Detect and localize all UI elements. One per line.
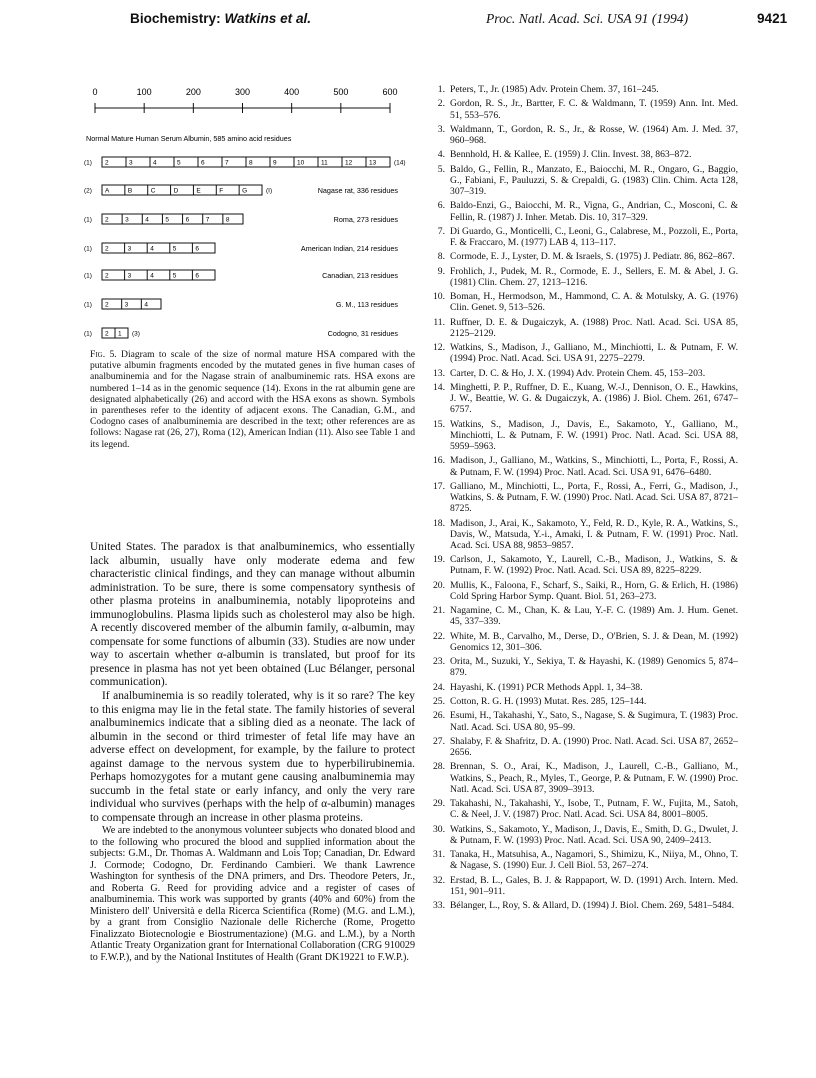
reference-number: 28. [432,761,445,773]
exon-label: 4 [145,216,149,224]
reference-item [428,631,738,653]
exon-label: 6 [195,272,200,280]
body-paragraph-2: If analbuminemia is so readily tolerated, why is it so rare? The key to this enigma may lie in the fetal state. The family histories of several analbuminemics indicate that a sibling died as a neonate. The lack of albumin in the second or third trimester of fetal life may have an adverse effect on development, for example, by the failure to protect against damage to the nervous system due to hyperbilirubinemia. Perhaps homozygotes for a mutant gene causing analbuminemia may succumb in the fetal state or early infancy, and only the very rare individual who survives (perhaps with the help of α-albumin) manages to compensate through an increase in other plasma proteins. [90,690,415,824]
scale-tick-label: 200 [185,87,201,97]
exon-label: 12 [345,159,353,167]
reference-number: 18. [432,517,445,529]
exon-label: B [127,187,133,195]
acknowledgments: We are indebted to the anonymous volunteer subjects who donated blood and to the following who procured the blood and supplied information about the subjects: G.M., Dr. Thomas A. Waldmann and Lois Top; Canadian, Dr. Edward J. Cormode; Codogno, Dr. Ferdinando Cambieri. We thank Lawrence Washington for synthesis of the DNA primers, and Drs. Theodore Peters, Jr., and Roberta G. Reed for providing advice and a register of cases of analbuminemia. This work was supported by grants (40% and 60%) from the Ministero dell' Università e della Ricerca Scientifica (Rome) (M.G. and L.M.), by a grant from Consiglio Nazionale delle Richerche (Rome, Progetto Finalizzato Biotecnologie e Biostrumentazione) (M.G. and L.M.), by a North Atlantic Treaty Organization grant for International Collaboration (CRG 910029 to F.W.P.), and by the National Institutes of Health (Grant DK19221 to F.W.P.). [90,825,415,964]
exon-label: G [242,187,248,195]
reference-number: 19. [432,554,445,566]
reference-item [428,84,738,95]
reference-number: 21. [432,605,445,617]
reference-text: Watkins, S., Madison, J., Galliano, M., Minchiotti, L. & Putnam, F. W. (1994) Proc. Natl. Acad. Sci. USA 91, 2275–2279. [450,342,738,365]
row-left-symbol: (1) [84,245,92,253]
reference-list [428,84,738,914]
exon-label: 1 [118,330,122,338]
reference-number: 8. [437,251,445,263]
reference-number: 2. [437,98,445,110]
reference-number: 9. [437,265,445,277]
exon-label: 4 [150,272,154,280]
exon-label: 10 [297,159,305,167]
row-label: Roma, 273 residues [333,215,398,224]
fragment-bar [102,214,243,224]
reference-number: 25. [432,696,445,707]
reference-item [428,149,738,160]
reference-number: 20. [432,579,445,591]
reference-number: 16. [432,455,445,467]
exon-label: 8 [249,159,253,167]
exon-label: 5 [177,159,181,167]
reference-item [428,554,738,576]
reference-text: Nagamine, C. M., Chan, K. & Lau, Y.-F. C. (1989) Am. J. Hum. Genet. 45, 337–339. [450,605,738,628]
reference-number: 6. [437,200,445,212]
reference-text: Ruffner, D. E. & Dugaiczyk, A. (1988) Proc. Natl. Acad. Sci. USA 85, 2125–2129. [450,316,738,339]
row-right-symbol: (3) [132,330,140,338]
reference-number: 17. [432,480,445,492]
reference-item [428,291,738,313]
reference-text: Cotton, R. G. H. (1993) Mutat. Res. 285, 125–144. [450,696,647,707]
reference-text: Orita, M., Suzuki, Y., Sekiya, T. & Hayashi, K. (1989) Genomics 5, 874–879. [450,656,738,679]
reference-number: 24. [432,681,445,693]
row-label: G. M., 113 residues [335,300,398,309]
exon-label: 2 [105,301,109,309]
body-text [90,541,415,825]
exon-label: 2 [105,272,109,280]
reference-number: 15. [432,418,445,430]
exon-label: 2 [105,216,109,224]
reference-item [428,266,738,288]
reference-number: 4. [437,149,445,161]
exon-label: 4 [144,301,148,309]
reference-number: 11. [433,316,445,328]
row-right-symbol: (I) [266,187,273,195]
reference-number: 10. [432,291,445,303]
reference-item [428,580,738,602]
reference-text: Madison, J., Galliano, M., Watkins, S., Minchiotti, L., Porta, F., Rossi, A. & Putnam, F. W. (1994) Proc. Natl. Acad. Sci. USA 91, 6476–6480. [450,455,738,478]
exon-label: 3 [124,301,129,309]
reference-number: 33. [432,900,445,911]
reference-text: Carlson, J., Sakamoto, Y., Laurell, C.-B., Madison, J., Watkins, S. & Putnam, F. W. (1992) Proc. Natl. Acad. Sci. USA 89, 8225–8229. [450,554,738,577]
scale-tick-label: 300 [234,87,251,97]
row-label: American Indian, 214 residues [300,244,398,253]
exon-label: 6 [185,216,190,224]
reference-text: Mullis, K., Faloona, F., Scharf, S., Saiki, R., Horn, G. & Erlich, H. (1986) Cold Spring Harbor Symp. Quant. Biol. 51, 263–273. [450,579,738,602]
row-label: Canadian, 213 residues [322,271,398,280]
reference-text: Tanaka, H., Matsuhisa, A., Nagamori, S., Shimizu, K., Niiya, M., Ohno, T. & Nagase, S. (1990) Eur. J. Cell Biol. 53, 267–274. [450,849,738,872]
exon-label: 4 [150,245,154,253]
reference-number: 7. [437,225,445,237]
reference-item [428,761,738,794]
reference-number: 27. [432,735,445,747]
reference-number: 5. [437,163,445,175]
scale-tick-label: 500 [333,87,349,97]
reference-item [428,736,738,758]
reference-item [428,200,738,222]
exon-label: E [196,187,201,195]
row-label: Codogno, 31 residues [327,329,398,338]
reference-text: Minghetti, P. P., Ruffner, D. E., Kuang, W.-J., Dennison, O. E., Hawkins, J. W., Beattie, W. G. & Dugaiczyk, A. (1986) J. Biol. Chem. 261, 6747–6757. [450,382,738,416]
reference-text: Hayashi, K. (1991) PCR Methods Appl. 1, 34–38. [450,681,643,693]
header-journal: Biochemistry: [130,11,221,26]
exon-label: C [150,187,156,195]
row-left-symbol: (1) [84,301,92,309]
reference-text: Peters, T., Jr. (1985) Adv. Protein Chem. 37, 161–245. [450,84,659,95]
row-label: Nagase rat, 336 residues [317,186,398,195]
exon-label: 3 [127,245,132,253]
reference-number: 14. [432,382,445,394]
reference-item [428,518,738,551]
reference-number: 12. [432,342,445,354]
exon-label: D [173,187,179,195]
figure-caption-label: Fig. 5. [90,349,117,360]
scale-tick-label: 100 [136,87,152,97]
reference-text: White, M. B., Carvalho, M., Derse, D., O'Brien, S. J. & Dean, M. (1992) Genomics 12, 301–306. [450,630,738,653]
reference-item [428,317,738,339]
exon-label: 7 [205,216,210,224]
reference-text: Watkins, S., Sakamoto, Y., Madison, J., Davis, E., Smith, D. G., Dwulet, J. & Putnam, F. W. (1993) Proc. Natl. Acad. Sci. USA 90, 2409–2413. [450,823,738,846]
reference-text: Baldo-Enzi, G., Baiocchi, M. R., Vigna, G., Andrian, C., Mosconi, C. & Fellin, R. (1987) J. Inher. Metab. Dis. 10, 317–329. [450,200,738,223]
exon-label: 3 [129,159,133,167]
exon-label: 7 [225,159,229,167]
figure-caption [90,349,415,450]
reference-number: 30. [432,823,445,835]
reference-item [428,605,738,627]
reference-text: Boman, H., Hermodson, M., Hammond, C. A. & Motulsky, A. G. (1976) Clin. Genet. 9, 513–526. [450,291,738,314]
body-paragraph-1: United States. The paradox is that analbuminemics, who essentially lack albumin, usually have only moderate edema and few characteristic clinical findings, and they can manage without albumin administration. To be sure, there is some compensatory synthesis of other plasma proteins in analbuminemia, notably lipoproteins and immunoglobulins. Plasma lipids such as cholesterol may also be high. A recently discovered member of the albumin family, α-albumin, may compensate for some functions of albumin (33). Studies are now under way to ascertain whether α-albumin is translated, but proof for its presence in plasma has not yet been obtained (Luc Bélanger, personal communication). [90,541,415,689]
reference-text: Esumi, H., Takahashi, Y., Sato, S., Nagase, S. & Sugimura, T. (1983) Proc. Natl. Acad. Sci. USA 80, 95–99. [450,710,738,733]
reference-text: Brennan, S. O., Arai, K., Madison, J., Laurell, C.-B., Galliano, M., Watkins, S., Peach, R., Myles, T., George, P. & Putnam, F. W. (1990) Proc. Natl. Acad. Sci. USA 87, 3909–3913. [450,761,738,795]
reference-item [428,875,738,897]
reference-item [428,682,738,693]
reference-text: Madison, J., Arai, K., Sakamoto, Y., Feld, R. D., Kyle, R. A., Watkins, S., Davis, W., Matsuda, Y.-i., Amaki, I. & Putnam, F. W. (1991) Proc. Natl. Acad. Sci. USA 88, 9853–9857. [450,517,738,551]
exon-label: 9 [273,159,277,167]
reference-number: 32. [432,874,445,886]
reference-text: Cormode, E. J., Lyster, D. M. & Israels, S. (1975) J. Pediatr. 86, 862–867. [450,251,735,263]
reference-item [428,382,738,415]
reference-number: 23. [432,656,445,668]
header-citation: Proc. Natl. Acad. Sci. USA 91 (1994) [486,11,689,26]
reference-text: Gordon, R. S., Jr., Bartter, F. C. & Waldmann, T. (1959) Ann. Int. Med. 51, 553–576. [450,98,738,121]
reference-number: 13. [432,367,445,379]
reference-number: 26. [432,710,445,722]
reference-item [428,824,738,846]
exon-label: 3 [127,272,132,280]
reference-text: Carter, D. C. & Ho, J. X. (1994) Adv. Protein Chem. 45, 153–203. [450,367,706,379]
reference-text: Di Guardo, G., Monticelli, C., Leoni, G., Calabrese, M., Pozzoli, E., Porta, F. & Fraccaro, M. (1977) LAB 4, 113–117. [450,225,738,248]
reference-number: 3. [437,123,445,135]
figure-caption-text: Diagram to scale of the size of normal mature HSA compared with the putative albumin fragments encoded by the mutated genes in five human cases of analbuminemia and for the Nagase strain of analbuminemic rats. HSA exons are numbered 1–14 as in the genomic sequence (14). Exons in the rat albumin gene are designated alphabetically (26) and accord with the HSA exons as shown. Symbols in parentheses refer to the identity of adjacent exons. The Canadian, G.M., and Codogno cases of analbuminemia are described in the text; other references are as follows: Nagase rat (26, 27), Roma (12), American Indian (11). Also see Table 1 and its legend. [90,349,416,450]
exon-label: 3 [125,216,129,224]
reference-item [428,696,738,707]
exon-label: 4 [153,159,157,167]
exon-label: 2 [105,159,109,167]
exon-label: A [105,187,110,195]
reference-item [428,481,738,514]
exon-label: 13 [369,159,377,167]
albumin-fragment-diagram [80,80,410,345]
reference-item [428,798,738,820]
reference-text: Waldmann, T., Gordon, R. S., Jr., & Rosse, W. (1964) Am. J. Med. 37, 960–968. [450,123,738,146]
fragment-bar [102,299,161,309]
exon-label: 5 [172,245,177,253]
reference-text: Baldo, G., Fellin, R., Manzato, E., Baiocchi, M. R., Ongaro, G., Baggio, G., Fabiani, F., Pauluzzi, S. & Crepaldi, G. (1983) Clin. Chim. Acta 128, 307–319. [450,163,738,197]
reference-text: Shalaby, F. & Shafritz, D. A. (1990) Proc. Natl. Acad. Sci. USA 87, 2652–2656. [450,735,738,758]
reference-item [428,710,738,732]
scale-tick-label: 400 [284,87,300,97]
reference-item [428,368,738,379]
reference-item [428,849,738,871]
exon-label: 2 [105,330,109,338]
header-journal-section [130,11,311,26]
reference-item [428,900,738,911]
reference-item [428,342,738,364]
exon-label: 5 [172,272,177,280]
row-label: Normal Mature Human Serum Albumin, 585 amino acid residues [86,134,292,143]
reference-number: 1. [437,84,445,95]
reference-number: 22. [432,630,445,642]
row-left-symbol: (2) [84,187,92,195]
reference-text: Galliano, M., Minchiotti, L., Porta, F., Rossi, A., Ferri, G., Madison, J., Watkins, S. & Putnam, F. W. (1990) Proc. Natl. Acad. Sci. USA 87, 8721–8725. [450,480,738,515]
reference-text: Bennhold, H. & Kallee, E. (1959) J. Clin. Invest. 38, 863–872. [450,149,692,161]
exon-label: 11 [321,159,328,167]
reference-text: Erstad, B. L., Gales, B. J. & Rappaport, W. D. (1991) Arch. Intern. Med. 151, 901–911. [450,874,738,897]
exon-label: 6 [201,159,205,167]
reference-item [428,656,738,678]
scale-tick-label: 0 [92,87,98,97]
reference-item [428,164,738,197]
exon-label: 8 [225,216,230,224]
reference-item [428,419,738,452]
row-right-symbol: (14) [394,159,406,167]
row-left-symbol: (1) [84,272,92,280]
reference-item [428,124,738,146]
reference-item [428,251,738,262]
reference-text: Bélanger, L., Roy, S. & Allard, D. (1994) J. Biol. Chem. 269, 5481–5484. [450,900,734,911]
header-authors: Watkins et al. [224,11,312,26]
reference-text: Takahashi, N., Takahashi, Y., Isobe, T., Putnam, F. W., Fujita, M., Satoh, C. & Neel, J. V. (1987) Proc. Natl. Acad. Sci. USA 84, 8001–8005. [450,798,738,821]
exon-label: 6 [195,245,200,253]
scale-tick-label: 600 [382,87,398,97]
row-left-symbol: (1) [84,159,92,167]
row-left-symbol: (1) [84,216,92,224]
reference-item [428,226,738,248]
exon-label: 2 [105,245,109,253]
fragment-bar [102,185,262,195]
row-left-symbol: (1) [84,330,92,338]
reference-number: 31. [432,849,445,860]
reference-text: Frohlich, J., Pudek, M. R., Cormode, E. J., Sellers, E. M. & Abel, J. G. (1981) Clin. Chem. 27, 1213–1216. [450,265,738,288]
page-number: 9421 [757,11,788,26]
reference-item [428,98,738,120]
exon-label: F [219,187,224,195]
exon-label: 5 [165,216,170,224]
reference-item [428,455,738,477]
reference-number: 29. [432,798,445,809]
reference-text: Watkins, S., Madison, J., Davis, E., Sakamoto, Y., Galliano, M., Minchiotti, L. & Putnam, F. W. (1991) Proc. Natl. Acad. Sci. USA 88, 5959–5963. [450,418,738,452]
